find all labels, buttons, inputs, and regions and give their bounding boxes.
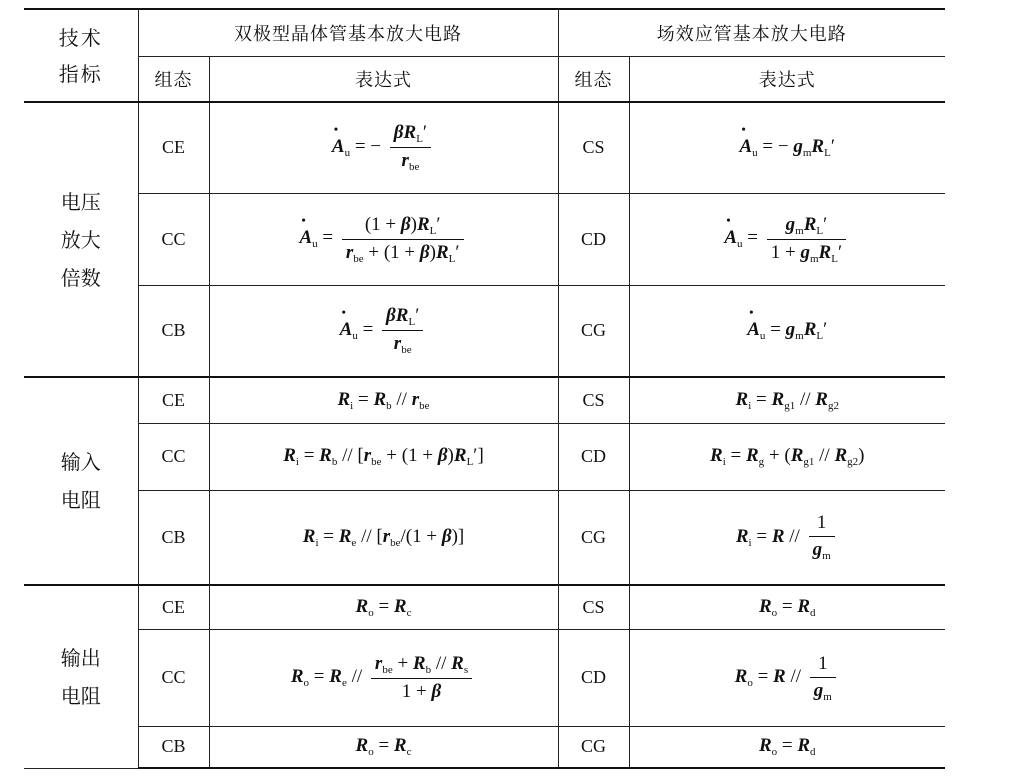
- fet-cg-input-resistance-formula: $R_i = R$ // $\frac{1}{g_m}$: [629, 490, 945, 585]
- table-row: [24, 726, 945, 768]
- config-cd: CD: [558, 423, 629, 490]
- bjt-config-header: 组态: [138, 56, 209, 102]
- metric-input-resistance-line-1: 输入: [60, 450, 101, 474]
- amplifier-comparison-table: [24, 8, 945, 769]
- fet-expression-header: 表达式: [629, 56, 945, 102]
- bjt-cb-input-resistance-formula: $R_i = R_e // [r_{be}/(1 + \beta)]$: [209, 490, 558, 585]
- tech-metric-line-1: 技术: [58, 25, 103, 50]
- bjt-cb-gain-formula: • $A_u$ = $\frac{\beta R_L'}{r_{be}}$: [209, 285, 558, 377]
- fet-config-header: 组态: [558, 56, 629, 102]
- bjt-expression-header: 表达式: [209, 56, 558, 102]
- table-row: [24, 193, 945, 285]
- fet-cg-gain-formula: • $A_u = g_mR_L'$: [629, 285, 945, 377]
- config-cs: CS: [558, 377, 629, 423]
- fet-cs-output-resistance-formula: $R_o = R_d$: [629, 585, 945, 629]
- bjt-cc-gain-formula: • $A_u$ = $\frac{(1 + \beta)R_L'}{r_{be} + (1 + \beta)R_L'}$: [209, 193, 558, 285]
- config-cg: CG: [558, 285, 629, 377]
- tech-metric-header: [24, 9, 138, 102]
- bjt-ce-output-resistance-formula: $R_o = R_c$: [209, 585, 558, 629]
- config-cc: CC: [138, 193, 209, 285]
- metric-output-resistance-line-2: 电阻: [60, 683, 101, 708]
- fet-cg-output-resistance-formula: $R_o = R_d$: [629, 726, 945, 768]
- bjt-cc-input-resistance-formula: $R_i = R_b // [r_{be} + (1 + \beta)R_L']$: [209, 423, 558, 490]
- config-cc: CC: [138, 629, 209, 726]
- config-ce: CE: [138, 102, 209, 193]
- bjt-cb-output-resistance-formula: $R_o = R_c$: [209, 726, 558, 768]
- bjt-ce-input-resistance-formula: $R_i = R_b // r_{be}$: [209, 377, 558, 423]
- config-cc: CC: [138, 423, 209, 490]
- config-cs: CS: [558, 102, 629, 193]
- metric-voltage-gain: [24, 102, 138, 377]
- metric-voltage-gain-line-1: 电压: [60, 189, 101, 214]
- tech-metric-line-2: 指标: [58, 61, 103, 86]
- metric-input-resistance-line-2: 电阻: [60, 488, 101, 512]
- table-row: [24, 629, 945, 726]
- table-row: [24, 102, 945, 193]
- table-row: [24, 285, 945, 377]
- bjt-cc-output-resistance-formula: $R_o = R_e$ // $\frac{r_{be} + R_b // R_s}{1 + \beta}$: [209, 629, 558, 726]
- config-cb: CB: [138, 285, 209, 377]
- config-cb: CB: [138, 490, 209, 585]
- config-cg: CG: [558, 490, 629, 585]
- config-cd: CD: [558, 629, 629, 726]
- metric-output-resistance: [24, 585, 138, 768]
- metric-voltage-gain-line-2: 放大: [60, 227, 101, 252]
- config-cs: CS: [558, 585, 629, 629]
- config-cd: CD: [558, 193, 629, 285]
- config-cb: CB: [138, 726, 209, 768]
- table-row: [24, 490, 945, 585]
- metric-voltage-gain-line-3: 倍数: [60, 265, 101, 290]
- config-cg: CG: [558, 726, 629, 768]
- fet-cd-gain-formula: • $A_u$ = $\frac{g_mR_L'}{1 + g_mR_L'}$: [629, 193, 945, 285]
- fet-cs-input-resistance-formula: $R_i = R_{g1} // R_{g2}$: [629, 377, 945, 423]
- table-row: [24, 585, 945, 629]
- fet-cs-gain-formula: • $A_u$ = − $g_mR_L'$: [629, 102, 945, 193]
- metric-output-resistance-line-1: 输出: [60, 645, 101, 670]
- config-ce: CE: [138, 585, 209, 629]
- config-ce: CE: [138, 377, 209, 423]
- table-row: [24, 377, 945, 423]
- fet-cd-output-resistance-formula: $R_o = R$ // $\frac{1}{g_m}$: [629, 629, 945, 726]
- bjt-ce-gain-formula: • $A_u$ = − $\frac{\beta R_L'}{r_{be}}$: [209, 102, 558, 193]
- fet-cd-input-resistance-formula: $R_i = R_g + (R_{g1} // R_{g2})$: [629, 423, 945, 490]
- table-row: [24, 423, 945, 490]
- metric-input-resistance: [24, 377, 138, 585]
- fet-section-title: 场效应管基本放大电路: [558, 9, 945, 56]
- bjt-section-title: 双极型晶体管基本放大电路: [138, 9, 558, 56]
